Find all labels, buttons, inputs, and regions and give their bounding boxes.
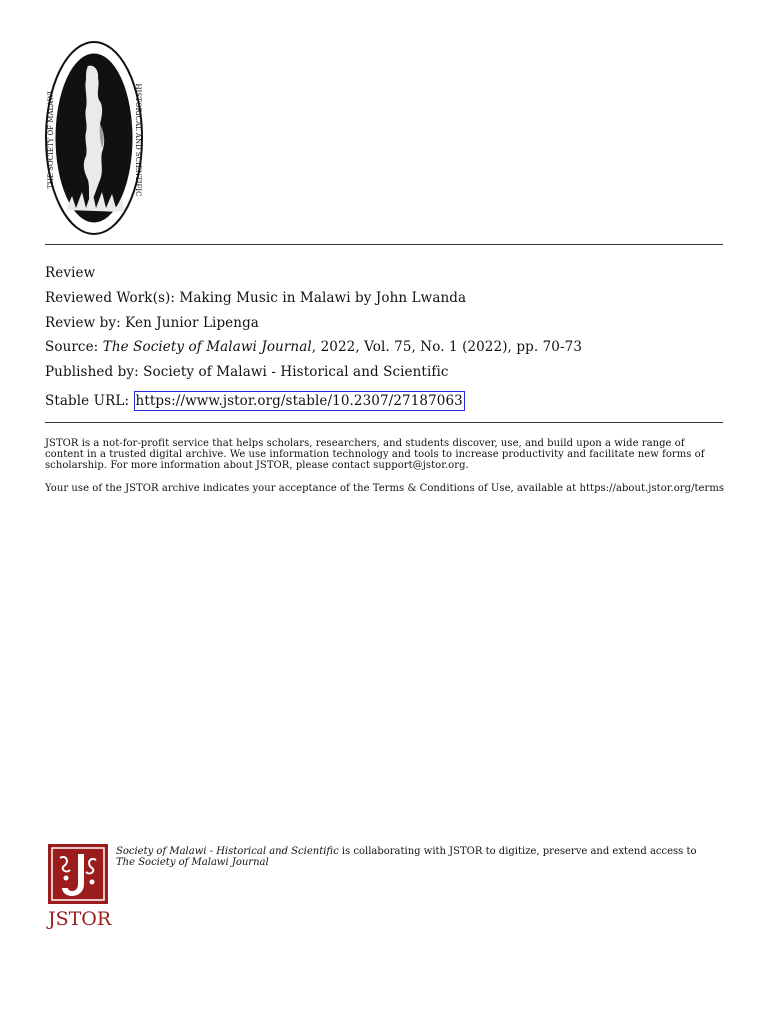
source-label: Source: (45, 339, 99, 355)
stable-url-line (45, 393, 465, 409)
top-divider (45, 244, 723, 245)
reviewed-works-label: Reviewed Work(s): (45, 290, 175, 306)
jstor-logo (48, 844, 114, 934)
terms-notice (45, 483, 725, 494)
collab-journal: The Society of Malawi Journal (116, 857, 269, 868)
logo-ring-text-left: THE SOCIETY OF MALAWI (47, 91, 55, 189)
jstor-notice (45, 438, 725, 471)
source-line (45, 339, 582, 355)
stable-url-link[interactable]: https://www.jstor.org/stable/10.2307/27187063 (135, 393, 463, 409)
jstor-notice-paragraph-1: JSTOR is a not-for-profit service that helps scholars, researchers, and students discover, use, and build upon a wide range of content in a trusted digital archive. We use information technology and tools to increase productivity and facilitate new forms of scholarship. For more information about JSTOR, please contact support@jstor.org. (45, 438, 705, 471)
collab-publisher: Society of Malawi - Historical and Scientific (116, 846, 339, 857)
terms-notice-paragraph: Your use of the JSTOR archive indicates your acceptance of the Terms & Conditions of Use, available at https://about.jstor.org/terms (45, 483, 725, 494)
published-by-line (45, 364, 449, 380)
logo-ring-text-right: HISTORICAL AND SCIENTIFIC (134, 83, 142, 197)
reviewed-works-value: Making Music in Malawi by John Lwanda (179, 290, 467, 306)
society-logo (44, 40, 144, 236)
review-type: Review (45, 265, 96, 281)
source-details: , 2022, Vol. 75, No. 1 (2022), pp. 70-73 (311, 339, 583, 355)
collaboration-statement (116, 846, 716, 868)
source-journal: The Society of Malawi Journal (102, 339, 312, 355)
reviewed-works-line (45, 290, 466, 306)
review-by-line (45, 315, 259, 331)
published-by-value: Society of Malawi - Historical and Scientific (143, 364, 449, 380)
jstor-wordmark: JSTOR (48, 908, 112, 930)
collab-text: is collaborating with JSTOR to digitize, preserve and extend access to (338, 846, 697, 857)
review-by-label: Review by: (45, 315, 121, 331)
published-by-label: Published by: (45, 364, 139, 380)
stable-url-label: Stable URL: (45, 393, 130, 409)
malawi-map-seal-icon (44, 40, 144, 236)
review-by-value: Ken Junior Lipenga (125, 315, 259, 331)
middle-divider (45, 422, 723, 423)
jstor-emblem-icon (48, 844, 108, 904)
